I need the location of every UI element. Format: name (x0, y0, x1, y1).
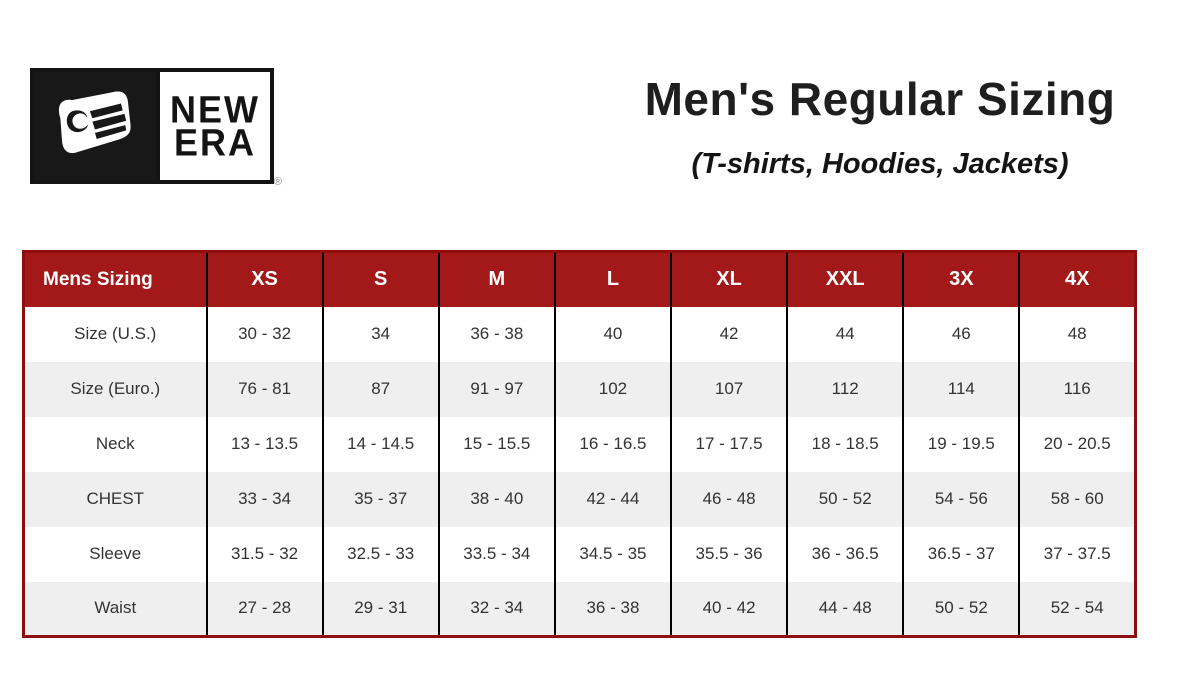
size-cell: 13 - 13.5 (207, 417, 323, 472)
row-label: CHEST (24, 472, 207, 527)
size-cell: 107 (671, 362, 787, 417)
size-cell: 36 - 38 (555, 582, 671, 637)
logo-word-era: ERA (173, 120, 256, 165)
size-cell: 116 (1063, 379, 1091, 398)
size-cell: 50 - 52 (787, 472, 903, 527)
size-cell: 50 - 52 (903, 582, 1019, 637)
page-title: Men's Regular Sizing (644, 73, 1116, 125)
table-row (24, 527, 1136, 582)
new-era-flag-icon (43, 84, 147, 168)
table-row (24, 362, 1136, 417)
size-cell: 17 - 17.5 (671, 417, 787, 472)
logo-flag-panel (34, 72, 156, 180)
size-cell: 27 - 28 (207, 582, 323, 637)
logo-wordmark (156, 72, 270, 180)
table-row (24, 417, 1136, 472)
size-cell: 36.5 - 37 (903, 527, 1019, 582)
size-cell: 32.5 - 33 (323, 527, 439, 582)
size-cell: 112 (787, 362, 903, 417)
size-cell: 42 (671, 307, 787, 362)
size-cell: 16 - 16.5 (555, 417, 671, 472)
size-cell: 14 - 14.5 (323, 417, 439, 472)
title-block (580, 72, 1180, 181)
size-cell: 32 - 34 (439, 582, 555, 637)
size-cell: 58 - 60 (1050, 489, 1104, 508)
size-table-body (24, 307, 1136, 637)
size-cell: 33.5 - 34 (439, 527, 555, 582)
size-cell: 42 - 44 (555, 472, 671, 527)
size-cell: 114 (903, 362, 1019, 417)
size-cell: 40 (555, 307, 671, 362)
table-row (24, 472, 1136, 527)
size-cell: 34 (323, 307, 439, 362)
column-header-m: M (439, 252, 555, 307)
size-cell: 52 - 54 (1050, 598, 1104, 618)
size-cell: 29 - 31 (323, 582, 439, 637)
size-cell: 31.5 - 32 (207, 527, 323, 582)
column-header-xs: XS (207, 252, 323, 307)
size-cell: 36 - 38 (439, 307, 555, 362)
row-label: Size (U.S.) (24, 307, 207, 362)
row-label: Neck (24, 417, 207, 472)
size-cell: 36 - 36.5 (787, 527, 903, 582)
size-cell: 48 (1067, 324, 1087, 343)
size-cell: 35.5 - 36 (671, 527, 787, 582)
new-era-logo (30, 68, 282, 188)
size-cell: 44 (787, 307, 903, 362)
size-cell: 87 (323, 362, 439, 417)
mens-sizing-table (22, 250, 1137, 638)
size-cell: 76 - 81 (207, 362, 323, 417)
column-header-l: L (555, 252, 671, 307)
size-cell: 102 (555, 362, 671, 417)
size-cell: 15 - 15.5 (439, 417, 555, 472)
column-header-s: S (323, 252, 439, 307)
row-label: Waist (24, 582, 207, 637)
column-header-xxl: XXL (787, 252, 903, 307)
table-row (24, 582, 1136, 637)
size-cell: 33 - 34 (207, 472, 323, 527)
size-cell: 34.5 - 35 (555, 527, 671, 582)
size-cell: 35 - 37 (323, 472, 439, 527)
row-label: Sleeve (24, 527, 207, 582)
size-cell: 44 - 48 (787, 582, 903, 637)
size-cell: 37 - 37.5 (1043, 544, 1111, 563)
page-subtitle: (T-shirts, Hoodies, Jackets) (691, 148, 1069, 180)
column-header-3x: 3X (903, 252, 1019, 307)
corner-header-cell: Mens Sizing (24, 252, 207, 307)
size-cell: 30 - 32 (207, 307, 323, 362)
size-cell: 38 - 40 (439, 472, 555, 527)
size-cell: 46 (903, 307, 1019, 362)
column-header-4x: 4X (1019, 252, 1135, 307)
table-header-row (24, 252, 1136, 307)
row-label: Size (Euro.) (24, 362, 207, 417)
size-cell: 40 - 42 (671, 582, 787, 637)
size-cell: 54 - 56 (903, 472, 1019, 527)
size-cell: 20 - 20.5 (1043, 434, 1111, 453)
table-row (24, 307, 1136, 362)
size-cell: 18 - 18.5 (787, 417, 903, 472)
registered-trademark-icon: ® (273, 176, 282, 188)
size-cell: 19 - 19.5 (903, 417, 1019, 472)
size-cell: 91 - 97 (439, 362, 555, 417)
column-header-xl: XL (671, 252, 787, 307)
size-cell: 46 - 48 (671, 472, 787, 527)
logo-word-new: NEW (170, 87, 260, 131)
